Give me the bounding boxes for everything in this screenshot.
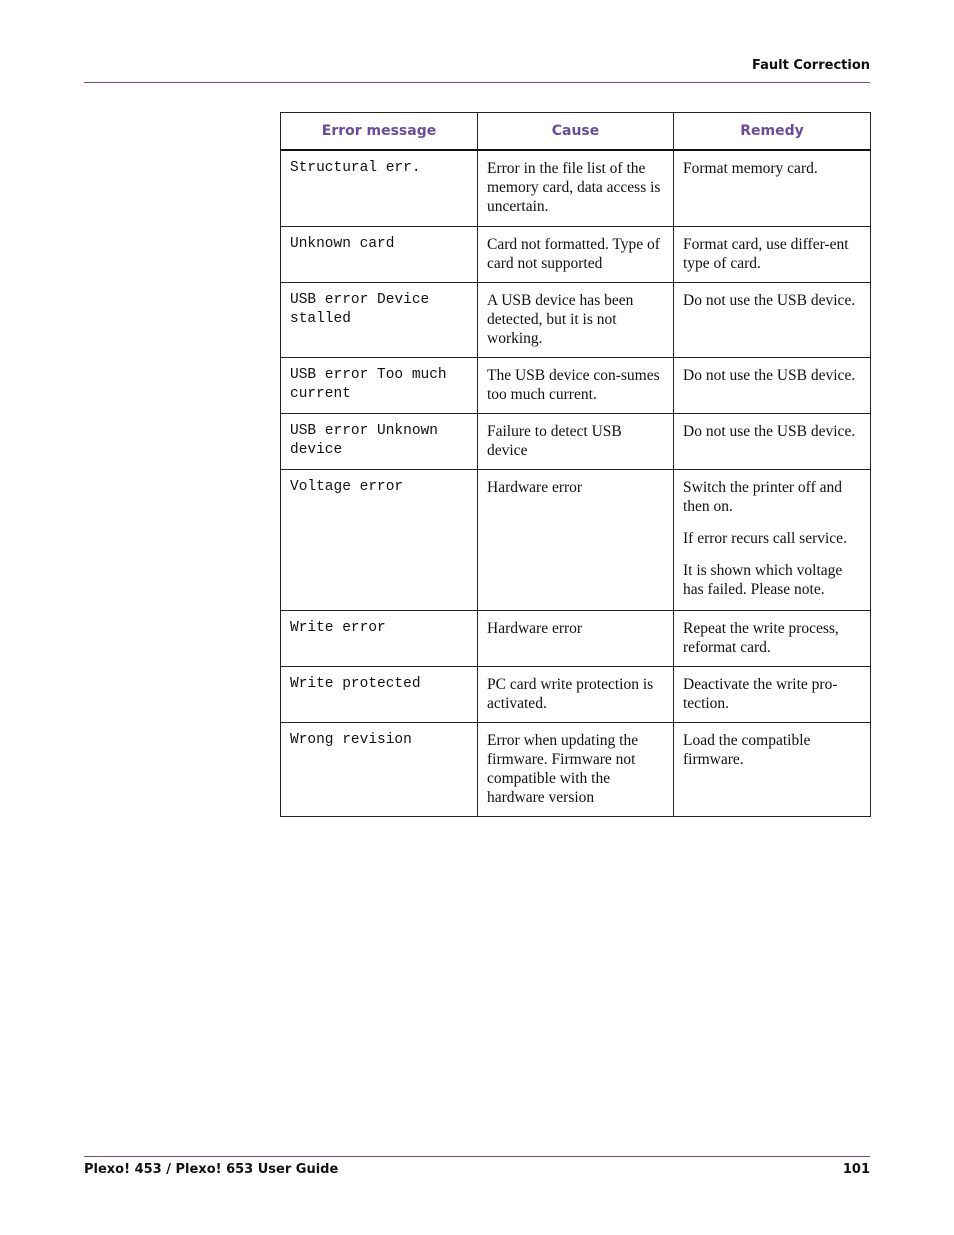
table-row [281,282,871,357]
error-message-cell: Write protected [281,666,478,722]
remedy-text: Repeat the write process, reformat card. [683,619,839,656]
remedy-cell [674,413,871,469]
footer-guide-title: Plexo! 453 / Plexo! 653 User Guide [84,1162,339,1177]
remedy-text: Do not use the USB device. [683,291,856,309]
table-row [281,469,871,610]
error-message-cell: Unknown card [281,226,478,282]
remedy-text: Deactivate the write pro-tection. [683,675,838,712]
cause-cell: The USB device con-sumes too much current. [478,357,674,413]
cause-cell: Error in the file list of the memory card, data access is uncertain. [478,150,674,226]
remedy-text: Do not use the USB device. [683,422,856,440]
cause-cell: A USB device has been detected, but it is not working. [478,282,674,357]
table-row [281,666,871,722]
fault-table [280,112,871,817]
header-rule [84,82,870,83]
remedy-cell [674,469,871,610]
table-row [281,413,871,469]
column-header-remedy: Remedy [674,113,871,151]
column-header-cause: Cause [478,113,674,151]
table-row [281,722,871,816]
remedy-cell [674,150,871,226]
cause-cell: Hardware error [478,469,674,610]
remedy-cell [674,610,871,666]
remedy-text: It is shown which voltage has failed. Please note. [683,561,843,598]
remedy-cell [674,357,871,413]
remedy-text: Format card, use differ-ent type of card. [683,235,849,272]
table-row [281,226,871,282]
cause-cell: PC card write protection is activated. [478,666,674,722]
cause-cell: Failure to detect USB device [478,413,674,469]
remedy-text: Switch the printer off and then on. [683,478,842,515]
remedy-cell [674,722,871,816]
remedy-text: Format memory card. [683,160,818,177]
error-message-cell: Write error [281,610,478,666]
error-message-cell: USB error Device stalled [281,282,478,357]
error-message-cell: Voltage error [281,469,478,610]
remedy-text: Do not use the USB device. [683,366,856,384]
cause-cell: Hardware error [478,610,674,666]
table-row [281,357,871,413]
error-message-cell: USB error Too much current [281,357,478,413]
table-row [281,150,871,226]
error-message-cell: USB error Unknown device [281,413,478,469]
table-row [281,610,871,666]
remedy-cell [674,226,871,282]
footer-rule [84,1156,870,1157]
error-message-cell: Structural err. [281,150,478,226]
error-message-cell: Wrong revision [281,722,478,816]
cause-cell: Error when updating the firmware. Firmware not compatible with the hardware version [478,722,674,816]
remedy-cell [674,282,871,357]
page-header-title: Fault Correction [751,58,870,73]
remedy-text: If error recurs call service. [683,529,847,547]
remedy-cell [674,666,871,722]
remedy-text: Load the compatible firmware. [683,731,811,768]
column-header-error-message: Error message [281,113,478,151]
table-header-row [281,113,871,151]
page-number: 101 [842,1162,870,1177]
cause-cell: Card not formatted. Type of card not supported [478,226,674,282]
